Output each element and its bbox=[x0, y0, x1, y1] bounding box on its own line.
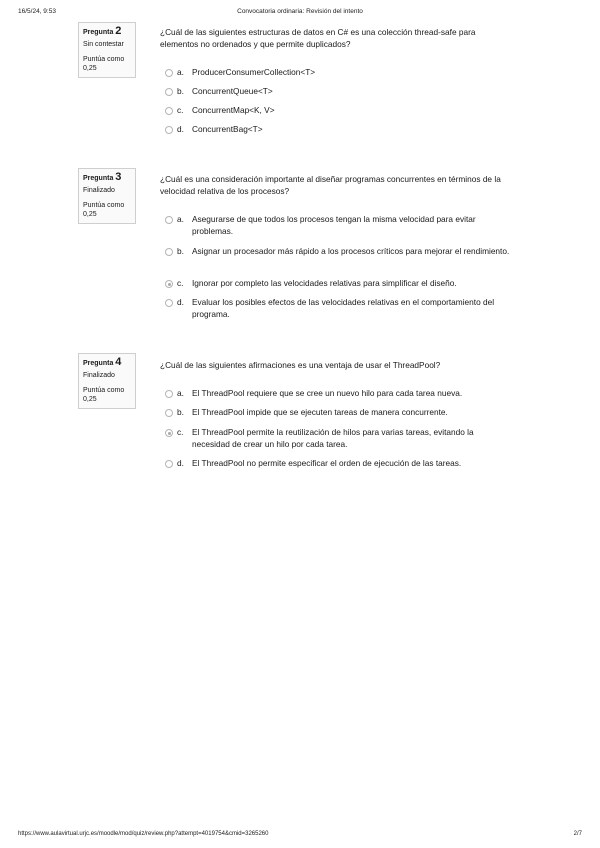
option-4b[interactable]: b. El ThreadPool impide que se ejecuten tareas de manera concurrente. bbox=[165, 407, 510, 419]
radio-button-selected[interactable] bbox=[165, 280, 173, 288]
page-url: https://www.aulavirtual.urjc.es/moodle/mod/quiz/review.php?attempt=4019754&cmid=3265260 bbox=[18, 831, 269, 837]
option-2c[interactable]: c. ConcurrentMap<K, V> bbox=[165, 105, 510, 117]
radio-button[interactable] bbox=[165, 69, 173, 77]
question-state: Finalizado bbox=[83, 187, 115, 194]
option-3b[interactable]: b. Asignar un procesador más rápido a los procesos críticos para mejorar el rendimiento. bbox=[165, 246, 510, 258]
page-title: Convocatoria ordinaria: Revisión del intento bbox=[237, 8, 363, 15]
question-grade: Puntúa como 0,25 bbox=[83, 387, 125, 403]
question-text-4: ¿Cuál de las siguientes afirmaciones es una ventaja de usar el ThreadPool? bbox=[160, 360, 441, 370]
question-number: Pregunta 4 bbox=[83, 356, 122, 368]
radio-button[interactable] bbox=[165, 390, 173, 398]
question-state: Finalizado bbox=[83, 372, 115, 379]
option-4a[interactable]: a. El ThreadPool requiere que se cree un nuevo hilo para cada tarea nueva. bbox=[165, 388, 510, 400]
radio-button[interactable] bbox=[165, 460, 173, 468]
question-info-3 bbox=[78, 168, 136, 224]
option-2b[interactable]: b. ConcurrentQueue<T> bbox=[165, 86, 510, 98]
option-2a[interactable]: a. ProducerConsumerCollection<T> bbox=[165, 67, 510, 79]
radio-button[interactable] bbox=[165, 107, 173, 115]
radio-button[interactable] bbox=[165, 248, 173, 256]
radio-button[interactable] bbox=[165, 409, 173, 417]
print-datetime: 16/5/24, 9:53 bbox=[18, 8, 56, 15]
option-3c[interactable]: c. Ignorar por completo las velocidades relativas para simplificar el diseño. bbox=[165, 278, 510, 290]
option-3d[interactable]: d. Evaluar los posibles efectos de las velocidades relativas en el comportamiento del programa. bbox=[165, 297, 510, 320]
question-number: Pregunta 2 bbox=[83, 25, 122, 37]
radio-button[interactable] bbox=[165, 299, 173, 307]
question-grade: Puntúa como 0,25 bbox=[83, 56, 125, 72]
question-text-2: ¿Cuál de las siguientes estructuras de datos en C# es una colección thread-safe para elementos no ordenados y que permite duplicados? bbox=[160, 27, 476, 49]
page-number: 2/7 bbox=[573, 831, 582, 837]
option-3a[interactable]: a. Asegurarse de que todos los procesos tengan la misma velocidad para evitar problemas. bbox=[165, 214, 510, 237]
option-4c[interactable]: c. El ThreadPool permite la reutilización de hilos para varias tareas, evitando la necesidad de crear un hilo por cada tarea. bbox=[165, 427, 510, 450]
question-number: Pregunta 3 bbox=[83, 171, 122, 183]
question-state: Sin contestar bbox=[83, 41, 124, 48]
option-4d[interactable]: d. El ThreadPool no permite especificar el orden de ejecución de las tareas. bbox=[165, 458, 510, 470]
question-info-2 bbox=[78, 22, 136, 78]
question-text-3: ¿Cuál es una consideración importante al diseñar programas concurrentes en términos de la velocidad relativa de los procesos? bbox=[160, 174, 501, 196]
radio-button[interactable] bbox=[165, 126, 173, 134]
question-grade: Puntúa como 0,25 bbox=[83, 202, 125, 218]
question-info-4 bbox=[78, 353, 136, 409]
radio-button-selected[interactable] bbox=[165, 429, 173, 437]
option-2d[interactable]: d. ConcurrentBag<T> bbox=[165, 124, 510, 136]
radio-button[interactable] bbox=[165, 88, 173, 96]
radio-button[interactable] bbox=[165, 216, 173, 224]
